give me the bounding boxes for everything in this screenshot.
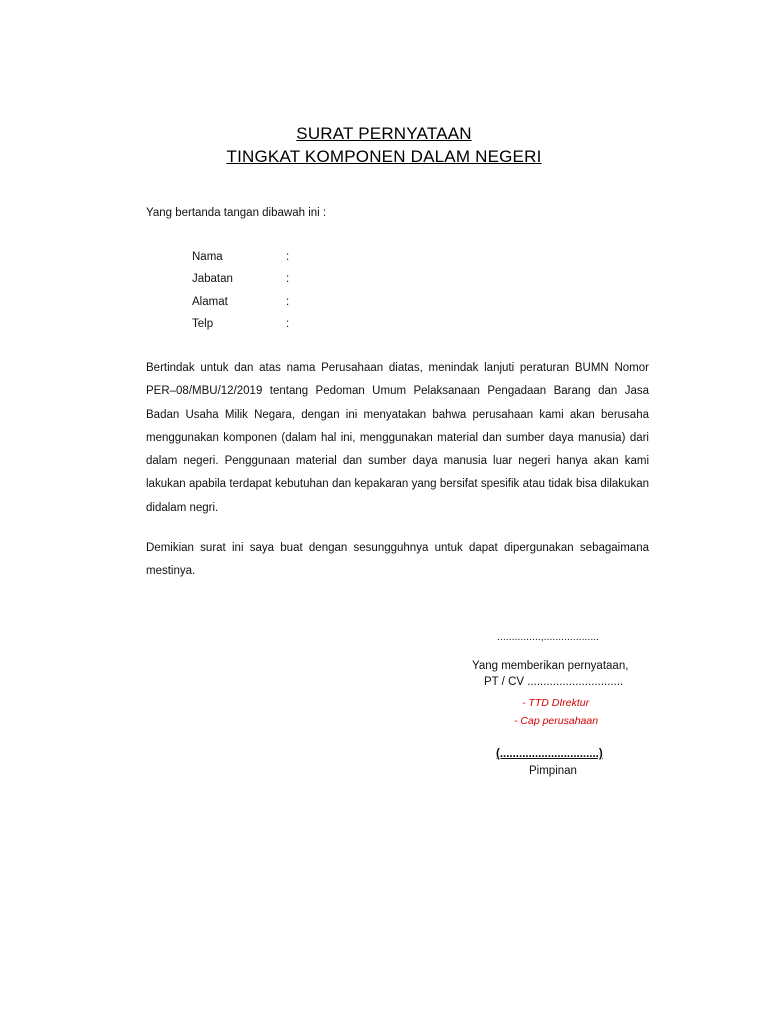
document-title: SURAT PERNYATAAN <box>296 124 472 143</box>
field-label: Alamat <box>192 296 228 308</box>
signature-note-ttd: - TTD DIrektur <box>522 697 590 709</box>
body-paragraph-1: Bertindak untuk dan atas nama Perusahaan diatas, menindak lanjuti peraturan BUMN Nomor PER–08/MBU/12/2019 tentang Pedoman Umum Pelaksanaan Pengadaan Barang dan Jasa Badan Usaha Milik Negara, dengan ini menyatakan bahwa perusahaan kami akan berusaha menggunakan komponen (dalam hal ini, menggunakan material dan sumber daya manusia) dari dalam negeri. Penggunaan material dan sumber daya manusia luar negeri hanya akan kami lakukan apabila terdapat kebutuhan dan kepakaran yang bersifat spesifik atau tidak bisa dilakukan didalam negri. <box>146 362 649 514</box>
intro-text: Yang bertanda tangan dibawah ini : <box>146 207 327 219</box>
field-separator: : <box>286 251 290 263</box>
signature-role: Pimpinan <box>529 765 577 777</box>
body-paragraph-2: Demikian surat ini saya buat dengan sesungguhnya untuk dapat dipergunakan sebagaimana mestinya. <box>146 542 649 578</box>
field-separator: : <box>286 273 290 285</box>
signature-place-date: ...............,................... <box>497 631 600 643</box>
signature-intro: Yang memberikan pernyataan, <box>472 660 629 672</box>
field-label: Jabatan <box>192 273 233 285</box>
field-telp <box>192 318 312 334</box>
field-label: Telp <box>192 318 214 330</box>
document-subtitle: TINGKAT KOMPONEN DALAM NEGERI <box>226 147 542 166</box>
signature-note-cap: - Cap perusahaan <box>514 715 599 727</box>
field-separator: : <box>286 296 290 308</box>
field-label: Nama <box>192 251 223 263</box>
field-jabatan <box>192 273 312 289</box>
signature-name-placeholder: (...............................) <box>496 748 603 760</box>
field-nama <box>192 251 312 267</box>
field-separator: : <box>286 318 290 330</box>
signature-company: PT / CV .............................. <box>484 676 624 688</box>
field-alamat <box>192 296 312 312</box>
